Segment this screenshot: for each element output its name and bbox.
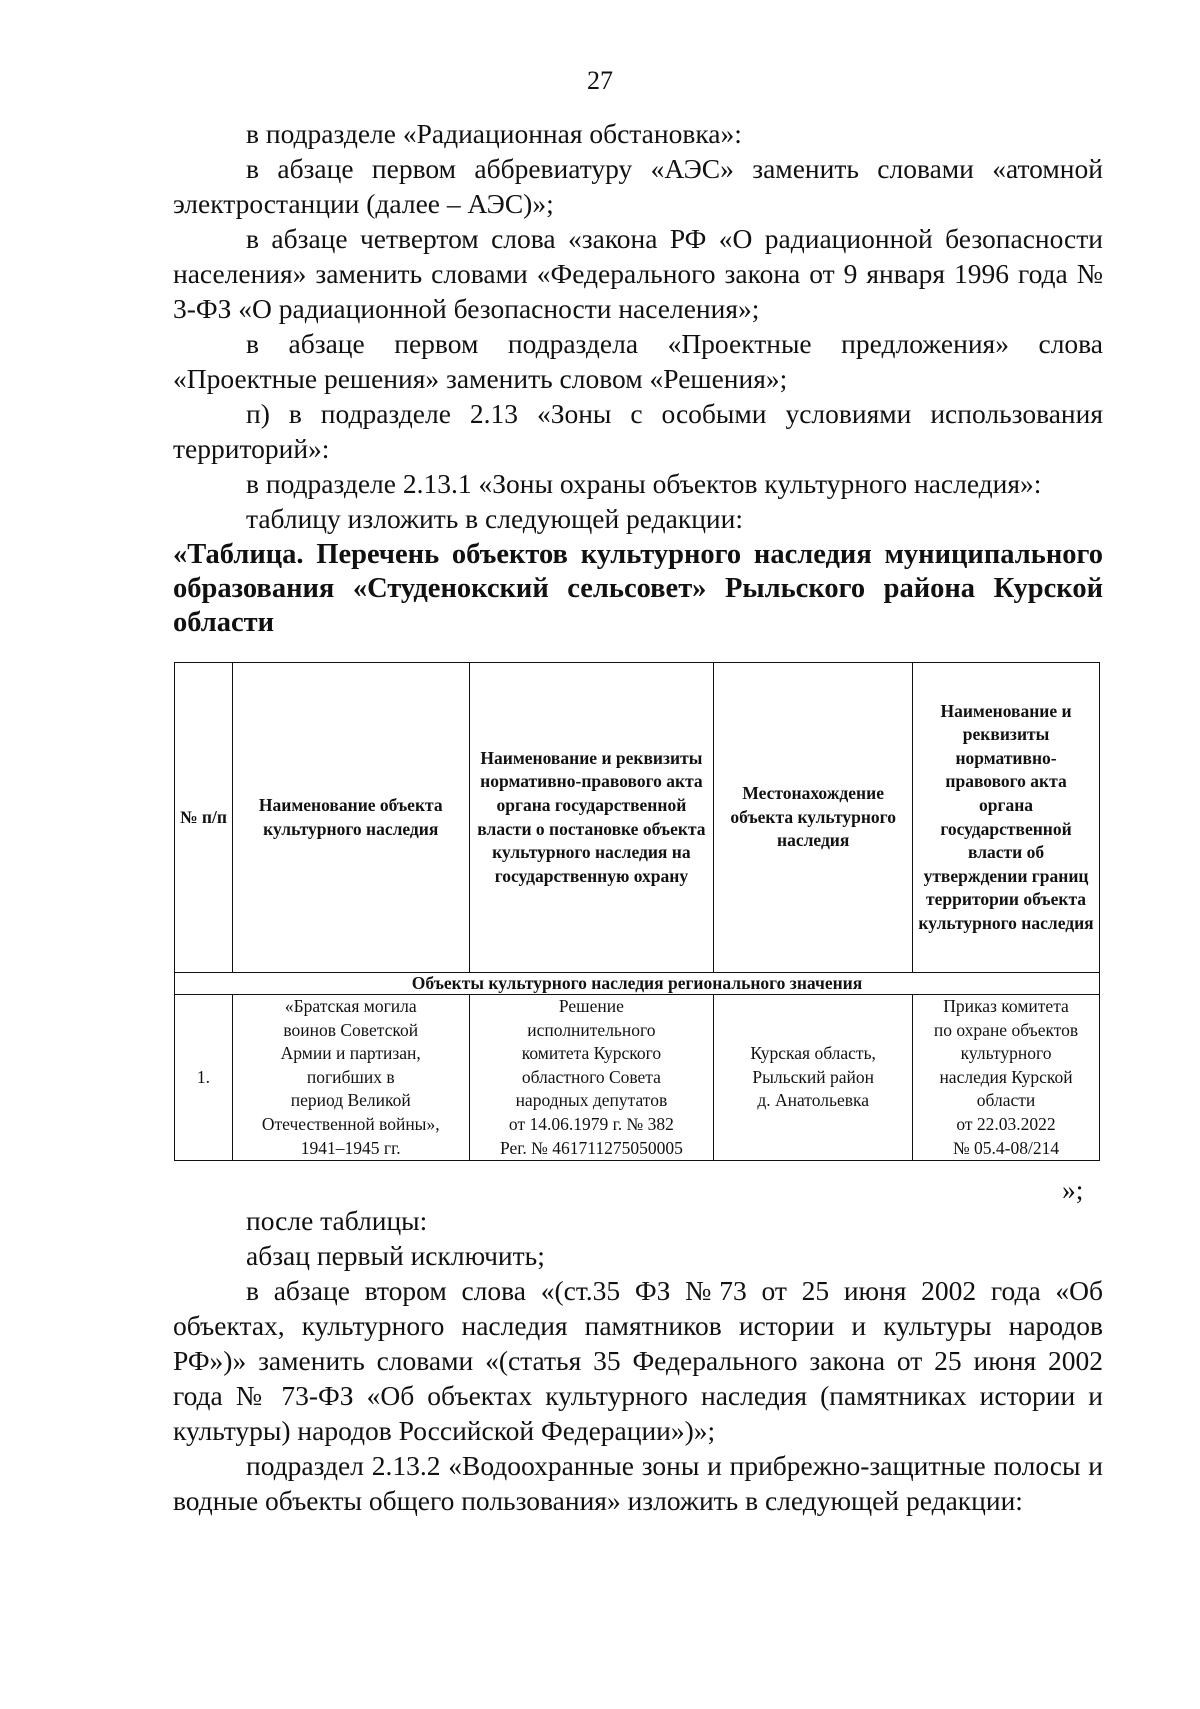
cell-line: Рыльский район — [752, 1066, 874, 1087]
table-row — [175, 995, 1100, 1161]
header-name: Наименование объекта культурного наследия — [232, 663, 469, 973]
cell-location — [714, 995, 913, 1161]
header-protection-act: Наименование и реквизиты нормативно-правового акта органа государственной власти о постановке объекта культурного наследия на государственную охрану — [469, 663, 714, 973]
cell-line: Приказ комитета — [943, 996, 1069, 1016]
paragraph: в подразделе «Радиационная обстановка»: — [246, 118, 742, 149]
cell-line: погибших в — [306, 1066, 395, 1087]
paragraph: в абзаце первом подраздела «Проектные предложения» слова «Проектные решения» заменить словом «Решения»; — [173, 328, 1103, 394]
paragraph: в абзаце четвертом слова «закона РФ «О радиационной безопасности населения» заменить словами «Федерального закона от 9 января 1996 года № 3-ФЗ «О радиационной безопасности населения»; — [173, 223, 1103, 324]
page-number: 27 — [587, 66, 613, 95]
cell-line: воинов Советской — [283, 1019, 419, 1040]
cell-line: культурного — [960, 1043, 1052, 1064]
paragraph: п) в подразделе 2.13 «Зоны с особыми условиями использования территорий»: — [173, 398, 1103, 464]
cell-line: Армии и партизан, — [280, 1043, 421, 1064]
cell-line: Рег. № 461711275050005 — [499, 1137, 683, 1158]
cell-line: «Братская могила — [284, 996, 417, 1016]
paragraph: в абзаце первом аббревиатуру «АЭС» заменить словами «атомной — [246, 153, 1103, 184]
cell-line: по охране объектов — [933, 1019, 1079, 1040]
section-label: Объекты культурного наследия регионального значения — [175, 973, 1100, 995]
cell-name — [232, 995, 469, 1161]
cell-protection-act — [469, 995, 714, 1161]
table-section-row — [175, 973, 1100, 995]
cell-line: период Великой — [290, 1090, 411, 1111]
header-num: № п/п — [175, 663, 233, 973]
cell-line: от 14.06.1979 г. № 382 — [508, 1113, 674, 1134]
cell-num: 1. — [175, 995, 233, 1161]
cell-line: комитета Курского — [521, 1043, 662, 1064]
cell-line: д. Анатольевка — [757, 1090, 869, 1111]
header-location: Местонахождение объекта культурного наследия — [714, 663, 913, 973]
cell-line: наследия Курской — [939, 1066, 1073, 1087]
header-borders-act: Наименование и реквизиты нормативно-правового акта органа государственной власти об утверждении границ территории объекта культурного наследия — [913, 663, 1100, 973]
paragraph: подраздел 2.13.2 «Водоохранные зоны и прибрежно-защитные полосы и водные объекты общего пользования» изложить в следующей редакции: — [173, 1450, 1103, 1516]
cell-line: исполнительного — [527, 1019, 656, 1040]
cell-line: народных депутатов — [515, 1090, 668, 1111]
table-close-quote: »; — [1062, 1174, 1084, 1205]
paragraph: в подразделе 2.13.1 «Зоны охраны объектов культурного наследия»: — [246, 468, 1042, 499]
cell-line: от 22.03.2022 — [956, 1113, 1056, 1134]
cell-line: области — [976, 1090, 1036, 1111]
table-header-row — [175, 663, 1100, 973]
cell-line: Решение — [558, 996, 624, 1016]
bottom-text — [173, 1203, 1103, 1518]
paragraph: абзац первый исключить; — [246, 1240, 545, 1271]
paragraph: в абзаце втором слова «(ст.35 ФЗ №73 от 25 июня 2002 года «Об объектах, культурного наследия памятников истории и культуры народов РФ»)» заменить словами «(статья 35 Федерального закона от 25 июня 2002 года № 73-ФЗ «Об объектах культурного наследия (памятниках истории и культуры) народов Российской Федерации»)»; — [173, 1275, 1103, 1446]
table-title: «Таблица. Перечень объектов культурного наследия муниципального образования «Студенокский сельсовет» Рыльского района Курской области — [173, 539, 1103, 638]
paragraph: электростанции (далее – АЭС)»; — [173, 188, 554, 219]
cell-line: Отечественной войны», — [261, 1113, 440, 1134]
heritage-table — [174, 662, 1100, 1161]
cell-line: областного Совета — [521, 1066, 661, 1087]
paragraph: таблицу изложить в следующей редакции: — [246, 503, 744, 534]
cell-line: Курская область, — [750, 1043, 876, 1064]
cell-borders-act — [913, 995, 1100, 1161]
cell-line: 1941–1945 гг. — [300, 1137, 401, 1158]
top-text — [173, 116, 1103, 640]
cell-line: № 05.4-08/214 — [952, 1137, 1060, 1158]
paragraph: после таблицы: — [246, 1205, 428, 1236]
